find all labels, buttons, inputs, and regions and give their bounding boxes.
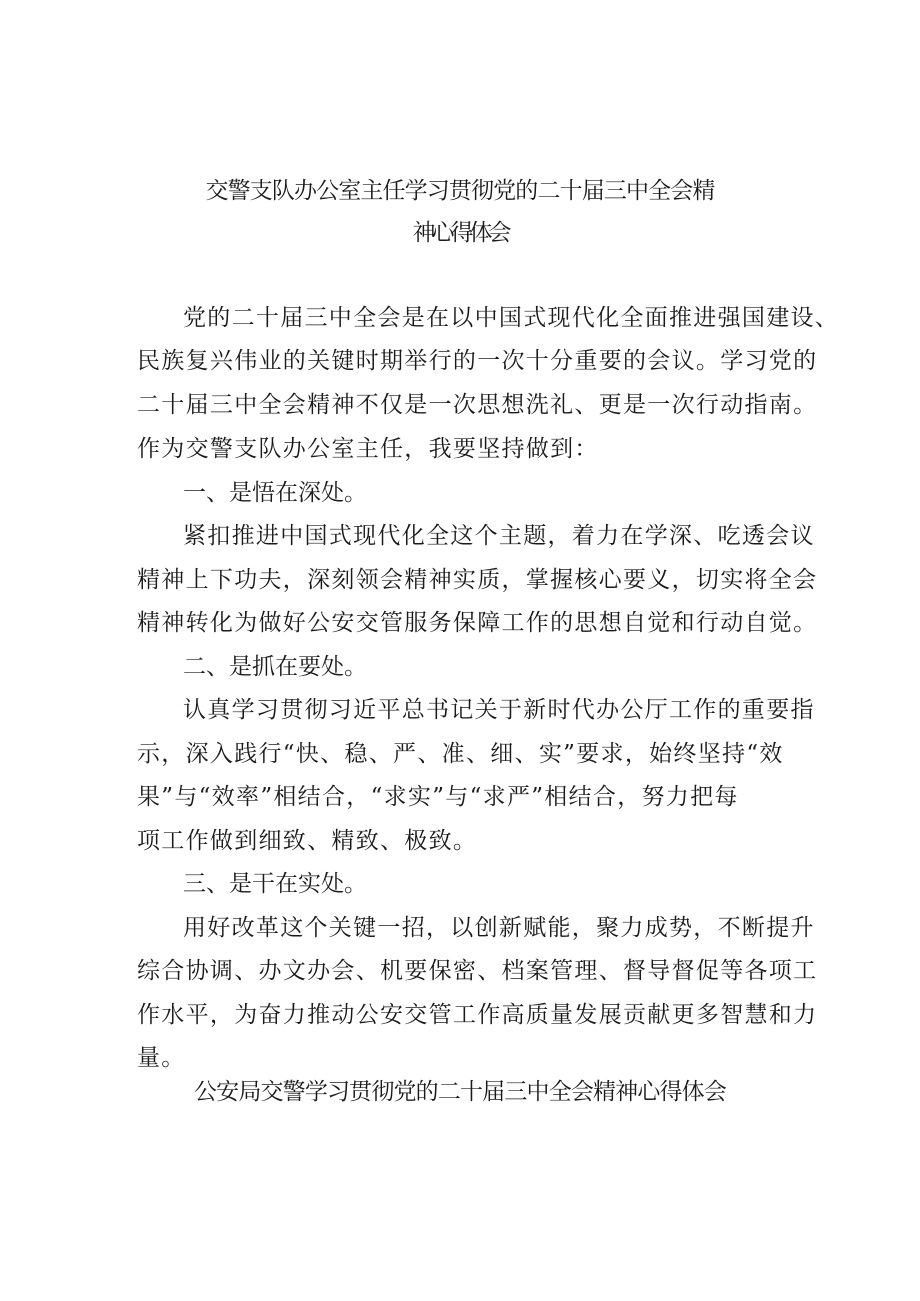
intro-paragraph-line: 民族复兴伟业的关键时期举行的一次十分重要的会议。学习党的 (137, 348, 818, 374)
section-1-line: 紧扣推进中国式现代化全这个主题，着力在学深、吃透会议 (183, 523, 815, 549)
section-heading-2: 二、是抓在要处。 (183, 654, 367, 680)
section-2-line: 认真学习贯彻习近平总书记关于新时代办公厅工作的重要指 (183, 697, 815, 723)
section-3-line: 作水平，为奋力推动公安交管工作高质量发展贡献更多智慧和力 (137, 1002, 818, 1028)
intro-paragraph-line: 二十届三中全会精神不仅是一次思想洗礼、更是一次行动指南。 (137, 392, 818, 418)
next-article-title: 公安局交警学习贯彻党的二十届三中全会精神心得体会 (193, 1079, 726, 1105)
section-3-line: 综合协调、办文办会、机要保密、档案管理、督导督促等各项工 (137, 958, 818, 984)
section-2-line: 示，深入践行“快、稳、严、准、细、实”要求，始终坚持“效 (137, 741, 784, 767)
section-1-line: 精神上下功夫，深刻领会精神实质，掌握核心要义，切实将全会 (137, 567, 818, 593)
intro-paragraph-line: 作为交警支队办公室主任，我要坚持做到： (137, 436, 599, 462)
section-2-line: 果”与“效率”相结合，“求实”与“求严”相结合，努力把每 (137, 784, 739, 810)
section-1-line: 精神转化为做好公安交管服务保障工作的思想自觉和行动自觉。 (137, 610, 818, 636)
section-heading-1: 一、是悟在深处。 (183, 480, 367, 506)
intro-paragraph-line: 党的二十届三中全会是在以中国式现代化全面推进强国建设、 (183, 305, 840, 331)
section-3-line: 量。 (137, 1045, 186, 1071)
document-title-line-2: 神心得体会 (412, 220, 508, 246)
document-title-line-1: 交警支队办公室主任学习贯彻党的二十届三中全会精 (205, 178, 715, 204)
section-2-line: 项工作做到细致、精致、极致。 (137, 828, 478, 854)
section-heading-3: 三、是干在实处。 (183, 871, 367, 897)
section-3-line: 用好改革这个关键一招，以创新赋能，聚力成势，不断提升 (183, 915, 815, 941)
